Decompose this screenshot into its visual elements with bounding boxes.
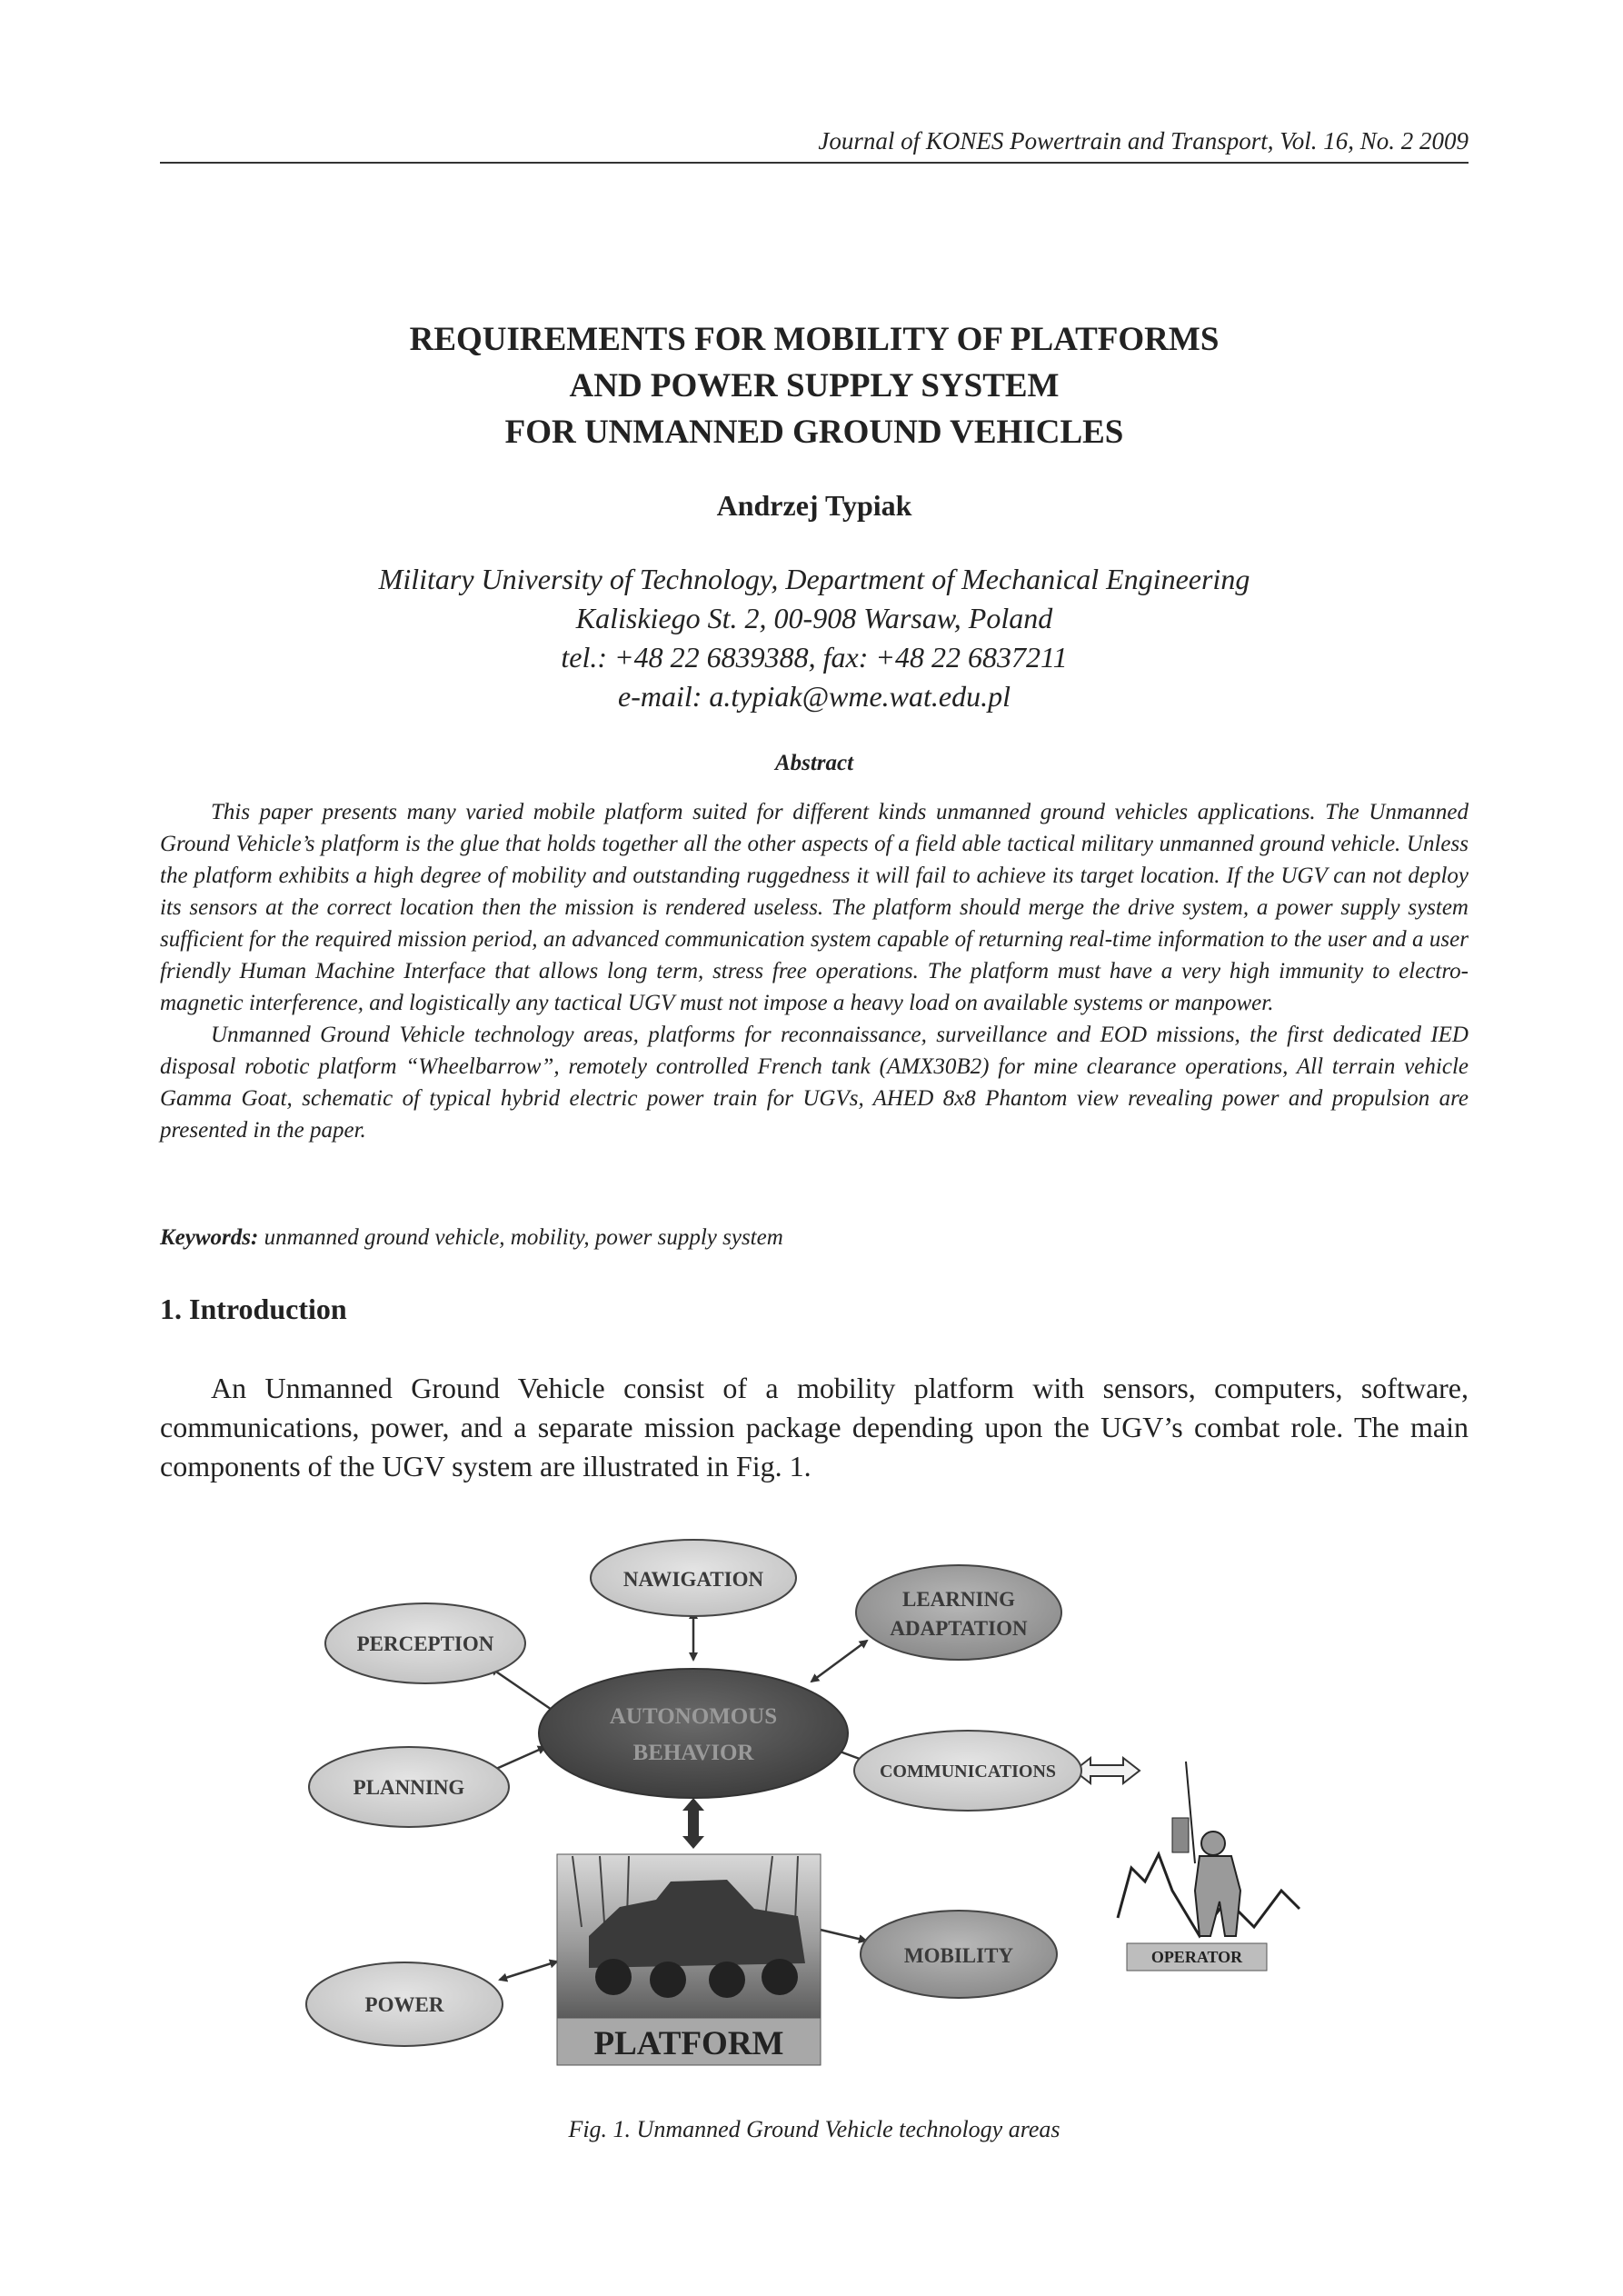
node-planning xyxy=(309,1747,509,1827)
arrow-operator xyxy=(1074,1758,1140,1783)
operator-label: OPERATOR xyxy=(1150,1948,1243,1966)
node-navigation xyxy=(591,1540,796,1616)
node-communications-label: COMMUNICATIONS xyxy=(879,1762,1057,1782)
operator-illustration xyxy=(1118,1762,1299,1971)
node-navigation-label: NAWIGATION xyxy=(622,1568,764,1591)
affiliation xyxy=(160,560,1469,716)
vehicle-wheel-2 xyxy=(650,1962,686,1998)
node-mobility xyxy=(861,1911,1057,1998)
keywords xyxy=(160,1225,1469,1251)
node-learning-label-1: LEARNING xyxy=(902,1588,1015,1611)
figure-ugv-diagram xyxy=(300,1509,1327,2072)
platform-label: PLATFORM xyxy=(593,2025,784,2062)
running-head: Journal of KONES Powertrain and Transport, Vol. 16, No. 2 2009 xyxy=(818,127,1469,155)
section-paragraph-1: An Unmanned Ground Vehicle consist of a mobility platform with sensors, computers, software, communications, power, and a separate mission package depending upon the UGV’s combat role. The main components of the UGV system are illustrated in Fig. 1. xyxy=(160,1372,1469,1482)
author-name: Andrzej Typiak xyxy=(716,489,912,522)
platform-photo xyxy=(557,1854,821,2065)
vehicle-wheel-1 xyxy=(595,1959,632,1995)
operator-body xyxy=(1195,1856,1240,1936)
ugv-diagram xyxy=(300,1509,1327,2072)
keywords-label: Keywords: xyxy=(160,1225,259,1250)
paper-title xyxy=(160,316,1469,455)
title-line-2: AND POWER SUPPLY SYSTEM xyxy=(569,367,1060,404)
abstract-paragraph-2: Unmanned Ground Vehicle technology areas, platforms for reconnaissance, surveillance and EOD missions, the first dedicated IED disposal robotic platform “Wheelbarrow”, remotely controlled French tank (AMX30B2) for mine clearance operations, All terrain vehicle Gamma Goat, schematic of typical hybrid electric power train for UGVs, AHED 8x8 Phantom view revealing power and propulsion are presented in the paper. xyxy=(160,1023,1469,1143)
figure-caption: Fig. 1. Unmanned Ground Vehicle technology areas xyxy=(568,2116,1060,2142)
arrow-power xyxy=(500,1962,557,1980)
node-mobility-label: MOBILITY xyxy=(903,1944,1014,1967)
node-power-label: POWER xyxy=(364,1993,444,2016)
vehicle-wheel-3 xyxy=(709,1962,745,1998)
vehicle-wheel-4 xyxy=(762,1959,798,1995)
keywords-text: unmanned ground vehicle, mobility, power supply system xyxy=(264,1225,783,1250)
arrow-behavior-platform xyxy=(682,1798,704,1849)
abstract-paragraph-1: This paper presents many varied mobile platform suited for different kinds unmanned ground vehicles applications. The Unmanned Ground Vehicle’s platform is the glue that holds together all the other aspects of a field able tactical military unmanned ground vehicle. Unless the platform exhibits a high degree of mobility and outstanding ruggedness it will fail to achieve its target location. If the UGV can not deploy its sensors at the correct location then the mission is rendered useless. The platform should merge the drive system, a power supply system sufficient for the required mission period, an advanced communication system capable of returning real-time information to the user and a user friendly Human Machine Interface that allows long term, stress free operations. The platform must have a very high immunity to electro-magnetic interference, and logistically any tactical UGV must not impose a heavy load on available systems or manpower. xyxy=(160,800,1469,1015)
header-rule xyxy=(160,162,1469,164)
node-learning-adaptation xyxy=(856,1565,1061,1660)
node-planning-label: PLANNING xyxy=(353,1776,465,1799)
arrow-learning xyxy=(812,1641,867,1682)
node-perception-label: PERCEPTION xyxy=(356,1632,494,1655)
node-autonomous-behavior xyxy=(539,1669,848,1798)
abstract-heading: Abstract xyxy=(774,751,854,775)
node-communications xyxy=(854,1731,1081,1811)
node-perception xyxy=(325,1603,525,1683)
node-autonomous-label-2: BEHAVIOR xyxy=(632,1741,754,1765)
node-learning-label-2: ADAPTATION xyxy=(890,1617,1028,1640)
operator-radio xyxy=(1172,1818,1189,1852)
abstract-body xyxy=(160,796,1469,1146)
affiliation-line-3: tel.: +48 22 6839388, fax: +48 22 6837211 xyxy=(561,641,1068,674)
affiliation-line-1: Military University of Technology, Department of Mechanical Engineering xyxy=(378,563,1250,595)
section-body xyxy=(160,1369,1469,1486)
arrow-perception xyxy=(491,1668,557,1713)
affiliation-line-4: e-mail: a.typiak@wme.wat.edu.pl xyxy=(617,680,1011,713)
node-autonomous-label-1: AUTONOMOUS xyxy=(609,1704,778,1729)
node-power xyxy=(306,1962,503,2046)
title-line-1: REQUIREMENTS FOR MOBILITY OF PLATFORMS xyxy=(409,321,1220,358)
affiliation-line-2: Kaliskiego St. 2, 00-908 Warsaw, Poland xyxy=(575,602,1053,634)
section-heading: 1. Introduction xyxy=(160,1293,347,1325)
operator-head xyxy=(1201,1832,1225,1855)
title-line-3: FOR UNMANNED GROUND VEHICLES xyxy=(504,414,1124,451)
